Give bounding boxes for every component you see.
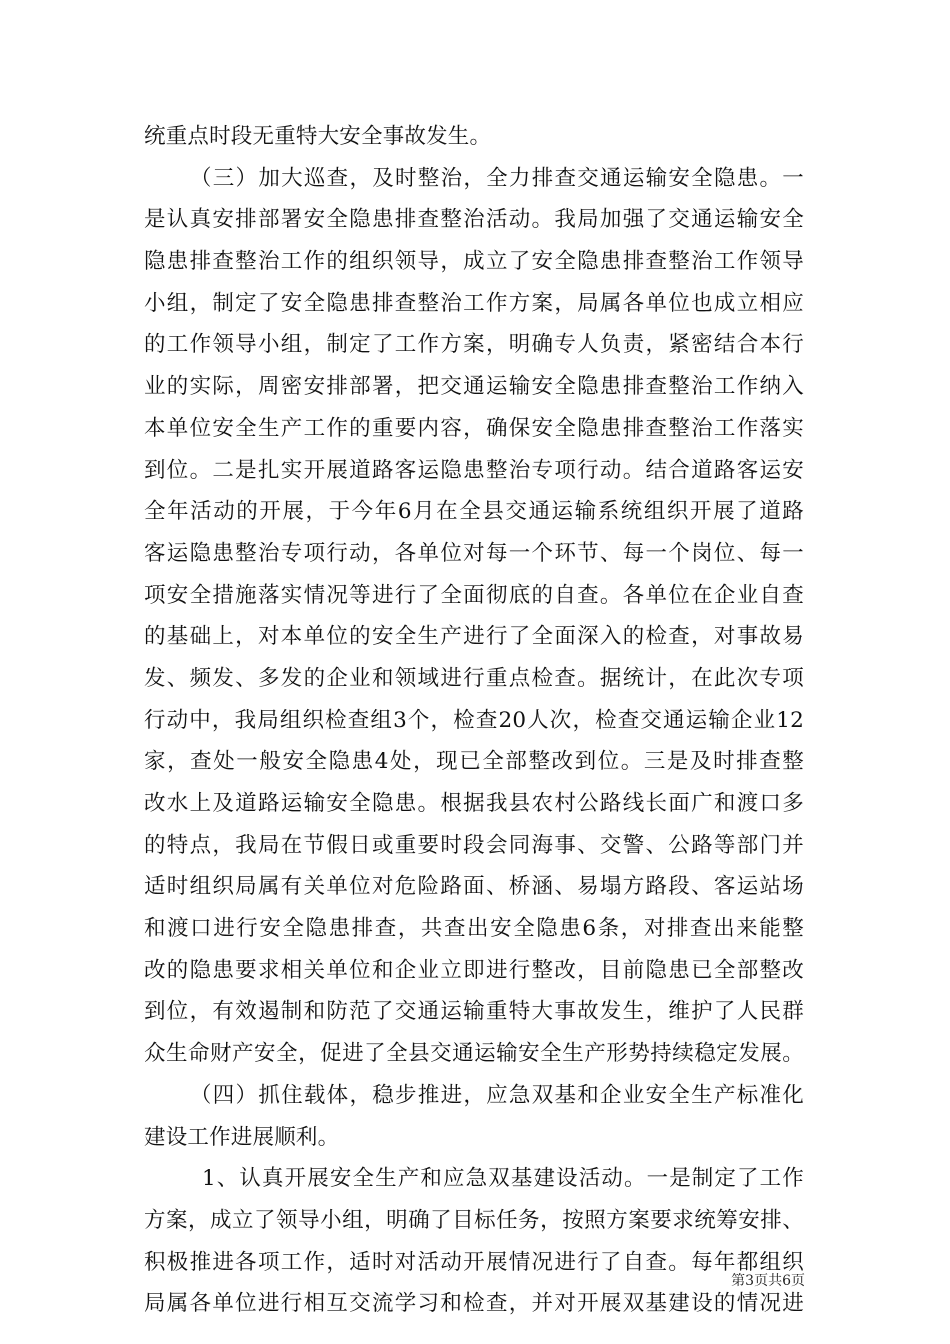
text-line: 适时组织局属有关单位对危险路面、桥涵、易塌方路段、客运站场 — [144, 874, 804, 900]
text-line: 小组，制定了安全隐患排查整治工作方案，局属各单位也成立相应 — [144, 290, 804, 316]
text-line: 局属各单位进行相互交流学习和检查，并对开展双基建设的情况进 — [144, 1291, 804, 1317]
text-line: 是认真安排部署安全隐患排查整治活动。我局加强了交通运输安全 — [144, 207, 804, 233]
text-line: 众生命财产安全，促进了全县交通运输安全生产形势持续稳定发展。 — [144, 1041, 804, 1067]
text-line: 改水上及道路运输安全隐患。根据我县农村公路线长面广和渡口多 — [144, 791, 804, 816]
text-line: （三）加大巡查，及时整治，全力排查交通运输安全隐患。一 — [190, 165, 804, 191]
body-text — [144, 116, 804, 1325]
text-line: 的基础上，对本单位的安全生产进行了全面深入的检查，对事故易 — [144, 624, 804, 650]
text-line: 方案，成立了领导小组，明确了目标任务，按照方案要求统筹安排、 — [144, 1207, 804, 1233]
text-line: 本单位安全生产工作的重要内容，确保安全隐患排查整治工作落实 — [144, 415, 804, 441]
text-line: 家，查处一般安全隐患4处，现已全部整改到位。三是及时排查整 — [144, 749, 804, 775]
text-line: 建设工作进展顺利。 — [144, 1124, 340, 1150]
text-line: 业的实际，周密安排部署，把交通运输安全隐患排查整治工作纳入 — [144, 374, 804, 400]
text-line: 1、认真开展安全生产和应急双基建设活动。一是制定了工作 — [202, 1166, 804, 1192]
text-line: 隐患排查整治工作的组织领导，成立了安全隐患排查整治工作领导 — [144, 249, 804, 275]
text-line: 到位。二是扎实开展道路客运隐患整治专项行动。结合道路客运安 — [144, 457, 804, 483]
text-line: 改的隐患要求相关单位和企业立即进行整改，目前隐患已全部整改 — [144, 957, 804, 983]
text-line: 统重点时段无重特大安全事故发生。 — [144, 124, 492, 149]
text-line: 客运隐患整治专项行动，各单位对每一个环节、每一个岗位、每一 — [144, 540, 804, 566]
text-line: （四）抓住载体，稳步推进，应急双基和企业安全生产标准化 — [190, 1082, 804, 1108]
page-number: 第3页共6页 — [731, 1273, 805, 1289]
text-line: 全年活动的开展，于今年6月在全县交通运输系统组织开展了道路 — [144, 499, 804, 525]
text-line: 积极推进各项工作，适时对活动开展情况进行了自查。每年都组织 — [144, 1249, 804, 1275]
text-line: 行动中，我局组织检查组3个，检查20人次，检查交通运输企业12 — [144, 707, 804, 733]
text-line: 项安全措施落实情况等进行了全面彻底的自查。各单位在企业自查 — [144, 582, 804, 608]
text-line: 和渡口进行安全隐患排查，共查出安全隐患6条，对排查出来能整 — [144, 916, 804, 942]
text-line: 的工作领导小组，制定了工作方案，明确专人负责，紧密结合本行 — [144, 332, 804, 358]
text-line: 的特点，我局在节假日或重要时段会同海事、交警、公路等部门并 — [144, 832, 804, 858]
text-line: 发、频发、多发的企业和领域进行重点检查。据统计，在此次专项 — [144, 665, 804, 691]
text-line: 到位，有效遏制和防范了交通运输重特大事故发生，维护了人民群 — [144, 999, 804, 1025]
